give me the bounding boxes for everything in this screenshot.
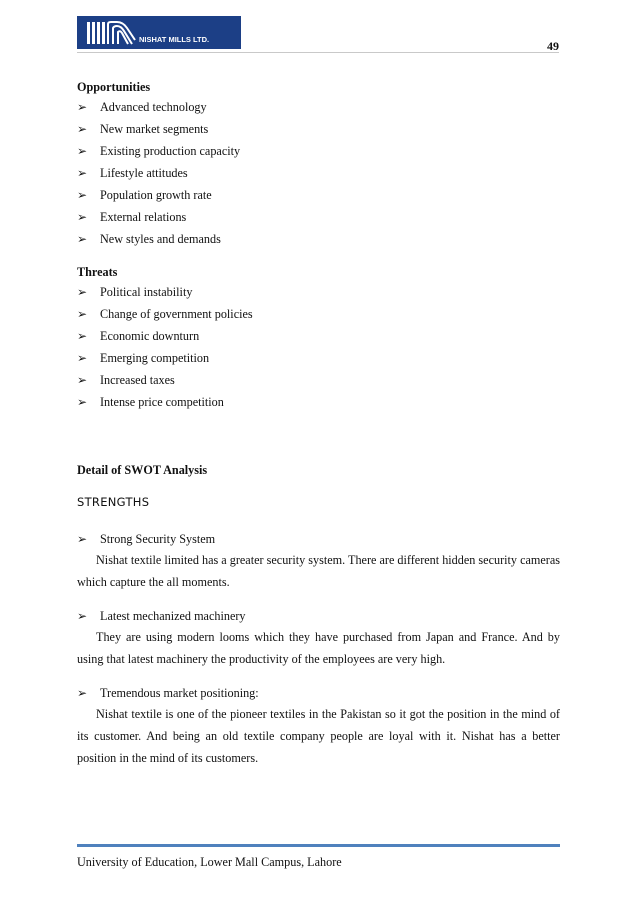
strength-point-text: Nishat textile limited has a greater security system. There are different hidden security cameras which capture the all moments. bbox=[77, 553, 560, 589]
list-item-text: Change of government policies bbox=[100, 307, 253, 321]
list-item bbox=[77, 391, 560, 413]
footer-divider bbox=[77, 844, 560, 847]
swot-detail-heading: Detail of SWOT Analysis bbox=[77, 463, 208, 477]
list-item bbox=[77, 228, 560, 250]
list-item-text: Political instability bbox=[100, 285, 193, 299]
threats-heading: Threats bbox=[77, 265, 118, 279]
list-item bbox=[77, 325, 560, 347]
header-divider bbox=[77, 52, 559, 53]
arrow-bullet-icon: ➢ bbox=[77, 609, 88, 623]
arrow-bullet-icon: ➢ bbox=[77, 307, 88, 321]
list-item-text: Increased taxes bbox=[100, 373, 175, 387]
logo-text: NISHAT MILLS LTD. bbox=[139, 35, 210, 44]
company-logo bbox=[77, 16, 241, 49]
arrow-bullet-icon: ➢ bbox=[77, 166, 88, 180]
strength-point-title bbox=[77, 529, 560, 549]
threats-list bbox=[77, 281, 560, 413]
arrow-bullet-icon: ➢ bbox=[77, 144, 88, 158]
list-item-text: Lifestyle attitudes bbox=[100, 166, 188, 180]
list-item bbox=[77, 96, 560, 118]
strength-point bbox=[77, 606, 560, 670]
strength-title-text: Tremendous market positioning: bbox=[100, 686, 259, 700]
strength-title-text: Latest mechanized machinery bbox=[100, 609, 246, 623]
page-number: 49 bbox=[547, 39, 559, 53]
list-item bbox=[77, 118, 560, 140]
list-item-text: External relations bbox=[100, 210, 187, 224]
strength-point-text: They are using modern looms which they have purchased from Japan and France. And by using that latest machinery the productivity of the employees are very high. bbox=[77, 630, 560, 666]
list-item-text: Advanced technology bbox=[100, 100, 207, 114]
list-item-text: Intense price competition bbox=[100, 395, 224, 409]
list-item-text: New styles and demands bbox=[100, 232, 221, 246]
list-item-text: Economic downturn bbox=[100, 329, 200, 343]
strength-point-title bbox=[77, 683, 560, 703]
arrow-bullet-icon: ➢ bbox=[77, 532, 88, 546]
list-item-text: New market segments bbox=[100, 122, 209, 136]
strength-point bbox=[77, 529, 560, 593]
arrow-bullet-icon: ➢ bbox=[77, 210, 88, 224]
list-item bbox=[77, 140, 560, 162]
arrow-bullet-icon: ➢ bbox=[77, 686, 88, 700]
list-item bbox=[77, 162, 560, 184]
strength-point bbox=[77, 683, 560, 769]
list-item-text: Existing production capacity bbox=[100, 144, 241, 158]
list-item bbox=[77, 303, 560, 325]
list-item bbox=[77, 206, 560, 228]
logo-graphic bbox=[77, 16, 241, 49]
arrow-bullet-icon: ➢ bbox=[77, 373, 88, 387]
list-item-text: Population growth rate bbox=[100, 188, 212, 202]
list-item-text: Emerging competition bbox=[100, 351, 210, 365]
strength-point-text: Nishat textile is one of the pioneer textiles in the Pakistan so it got the position in the mind of its customer. And being an old textile company people are loyal with it. Nishat has a better position in the mind of its customers. bbox=[77, 707, 560, 765]
arrow-bullet-icon: ➢ bbox=[77, 395, 88, 409]
opportunities-section bbox=[77, 78, 560, 250]
list-item bbox=[77, 369, 560, 391]
arrow-bullet-icon: ➢ bbox=[77, 100, 88, 114]
list-item bbox=[77, 184, 560, 206]
list-item bbox=[77, 281, 560, 303]
arrow-bullet-icon: ➢ bbox=[77, 329, 88, 343]
arrow-bullet-icon: ➢ bbox=[77, 351, 88, 365]
arrow-bullet-icon: ➢ bbox=[77, 188, 88, 202]
opportunities-heading: Opportunities bbox=[77, 80, 151, 94]
arrow-bullet-icon: ➢ bbox=[77, 122, 88, 136]
threats-section bbox=[77, 263, 560, 413]
list-item bbox=[77, 347, 560, 369]
strength-title-text: Strong Security System bbox=[100, 532, 216, 546]
footer-text: University of Education, Lower Mall Campus, Lahore bbox=[77, 855, 342, 869]
strength-point-title bbox=[77, 606, 560, 626]
arrow-bullet-icon: ➢ bbox=[77, 232, 88, 246]
arrow-bullet-icon: ➢ bbox=[77, 285, 88, 299]
strengths-subheading: STRENGTHS bbox=[77, 495, 150, 509]
opportunities-list bbox=[77, 96, 560, 250]
